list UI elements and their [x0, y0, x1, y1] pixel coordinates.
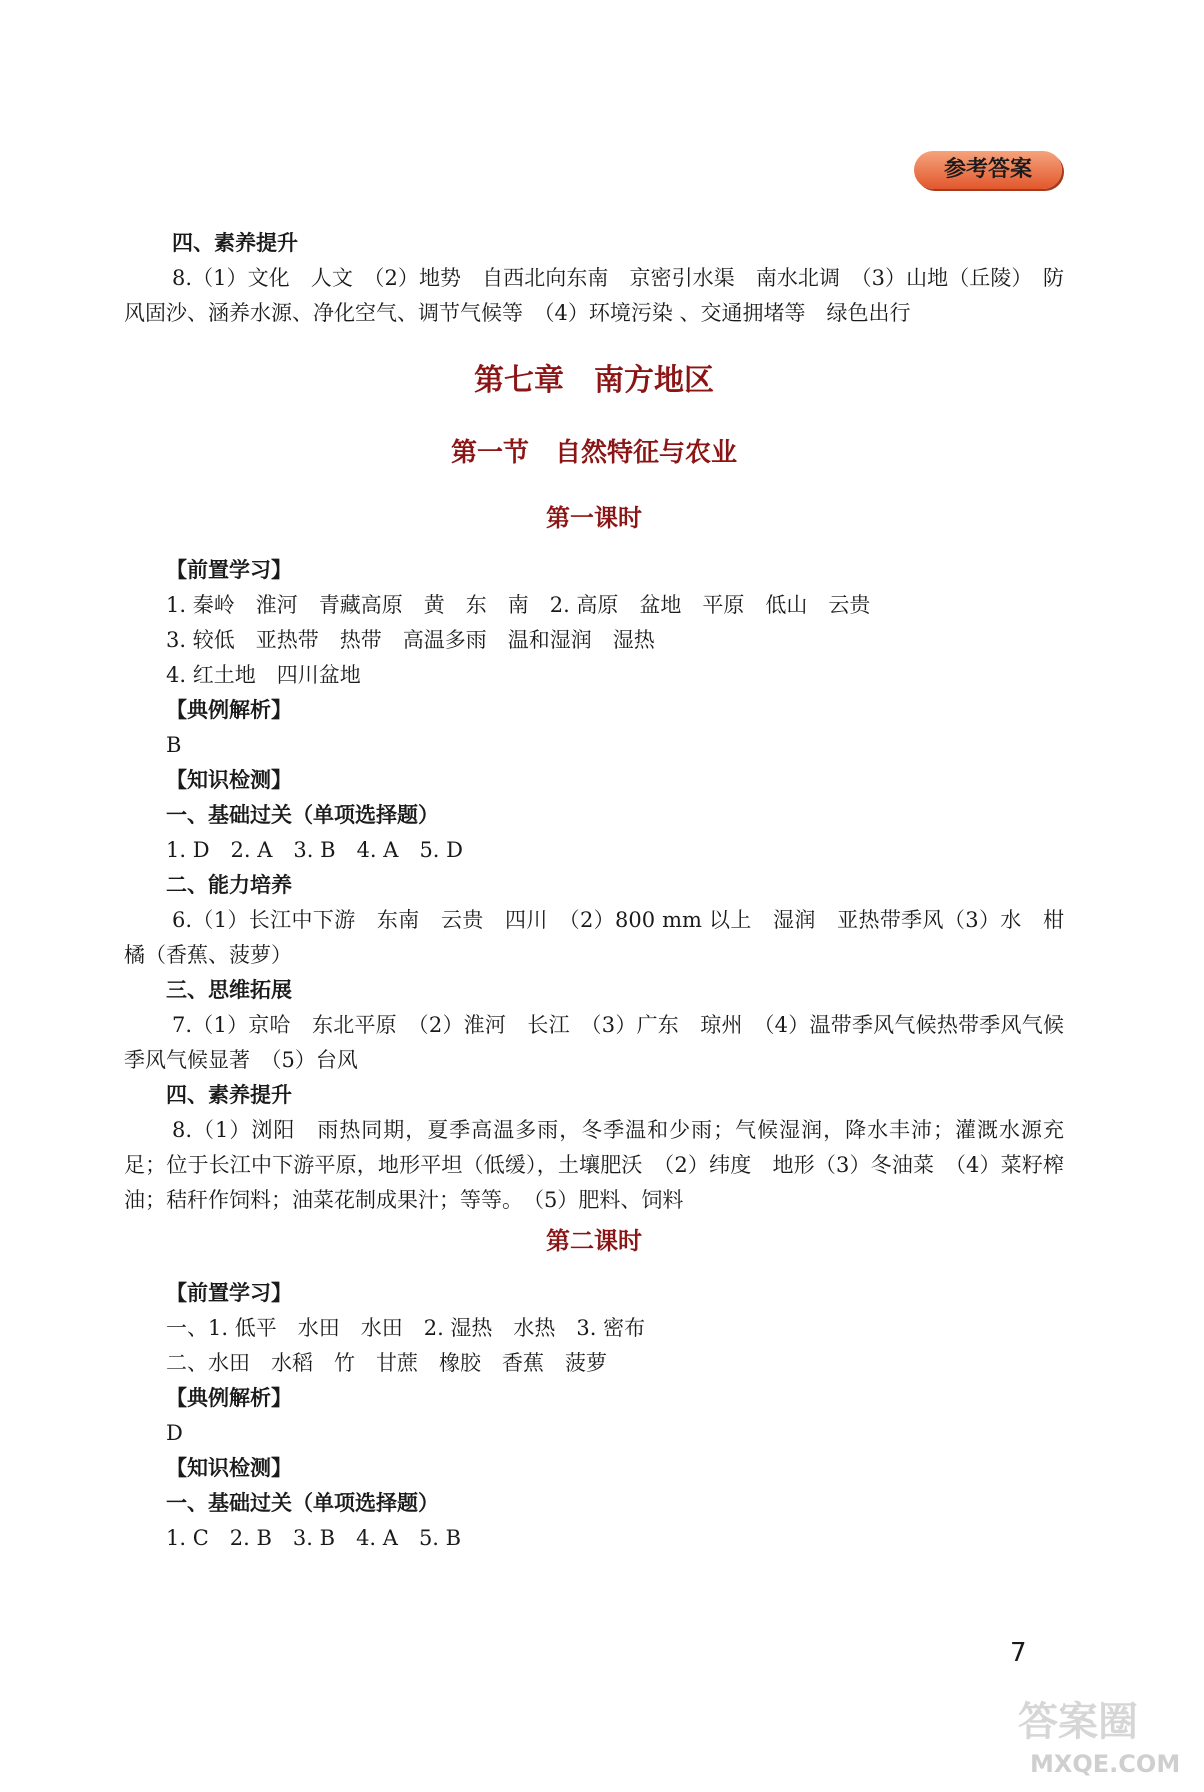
lesson1-check-heading: 【知识检测】 [166, 768, 292, 792]
lesson1-preview-line3: 4. 红土地 四川盆地 [166, 663, 361, 687]
lesson2-preview-line1: 一、1. 低平 水田 水田 2. 湿热 水热 3. 密布 [166, 1316, 646, 1340]
lesson1-example-answer: B [166, 733, 182, 757]
lesson1-preview-heading: 【前置学习】 [166, 558, 292, 582]
page-content [124, 226, 1085, 1556]
lesson1-section2-answers: 6.（1）长江中下游 东南 云贵 四川 （2）800 mm 以上 湿润 亚热带季风（3）水 柑橘（香蕉、菠萝） [124, 908, 1064, 967]
watermark-logo: 答案圈 [1018, 1699, 1138, 1745]
lesson2-title: 第二课时 [546, 1227, 642, 1255]
lesson1-section4-answers: 8.（1）浏阳 雨热同期，夏季高温多雨，冬季温和少雨；气候湿润，降水丰沛；灌溉水源充足；位于长江中下游平原，地形平坦（低缓），土壤肥沃 （2）纬度 地形（3）冬油菜 （4）菜籽榨油；秸秆作饲料；油菜花制成果汁；等等。 （5）肥料、饲料 [124, 1118, 1064, 1212]
lesson1-section1-answers: 1. D 2. A 3. B 4. A 5. D [166, 838, 463, 862]
lesson1-section3-heading: 三、思维拓展 [166, 978, 292, 1002]
lesson1-section2-heading: 二、能力培养 [166, 873, 292, 897]
top-heading: 四、素养提升 [172, 231, 298, 255]
lesson2-example-heading: 【典例解析】 [166, 1386, 292, 1410]
lesson2-section1-answers: 1. C 2. B 3. B 4. A 5. B [166, 1526, 462, 1550]
top-paragraph: 8.（1）文化 人文 （2）地势 自西北向东南 京密引水渠 南水北调 （3）山地（丘陵） 防风固沙、涵养水源、净化空气、调节气候等 （4）环境污染 、交通拥堵等 绿色出行 [124, 266, 1064, 325]
lesson2-preview-heading: 【前置学习】 [166, 1281, 292, 1305]
lesson2-preview-line2: 二、水田 水稻 竹 甘蔗 橡胶 香蕉 菠萝 [166, 1351, 607, 1375]
lesson1-section4-heading: 四、素养提升 [166, 1083, 292, 1107]
chapter-title: 第七章 南方地区 [474, 363, 714, 398]
watermark-url: MXQE.COM [1030, 1750, 1181, 1778]
lesson1-section3-answers: 7.（1）京哈 东北平原 （2）淮河 长江 （3）广东 琼州 （4）温带季风气候热带季风气候 季风气候显著 （5）台风 [124, 1013, 1085, 1072]
lesson1-title: 第一课时 [546, 504, 642, 532]
lesson2-section1-heading: 一、基础过关（单项选择题） [166, 1491, 439, 1515]
lesson1-example-heading: 【典例解析】 [166, 698, 292, 722]
lesson2-check-heading: 【知识检测】 [166, 1456, 292, 1480]
lesson2-example-answer: D [166, 1421, 183, 1445]
lesson1-preview-line1: 1. 秦岭 淮河 青藏高原 黄 东 南 2. 高原 盆地 平原 低山 云贵 [166, 593, 871, 617]
page-number: 7 [1010, 1638, 1027, 1668]
section-title: 第一节 自然特征与农业 [450, 438, 737, 468]
lesson1-preview-line2: 3. 较低 亚热带 热带 高温多雨 温和湿润 湿热 [166, 628, 655, 652]
answer-badge: 参考答案 [914, 151, 1062, 189]
lesson1-section1-heading: 一、基础过关（单项选择题） [166, 803, 439, 827]
